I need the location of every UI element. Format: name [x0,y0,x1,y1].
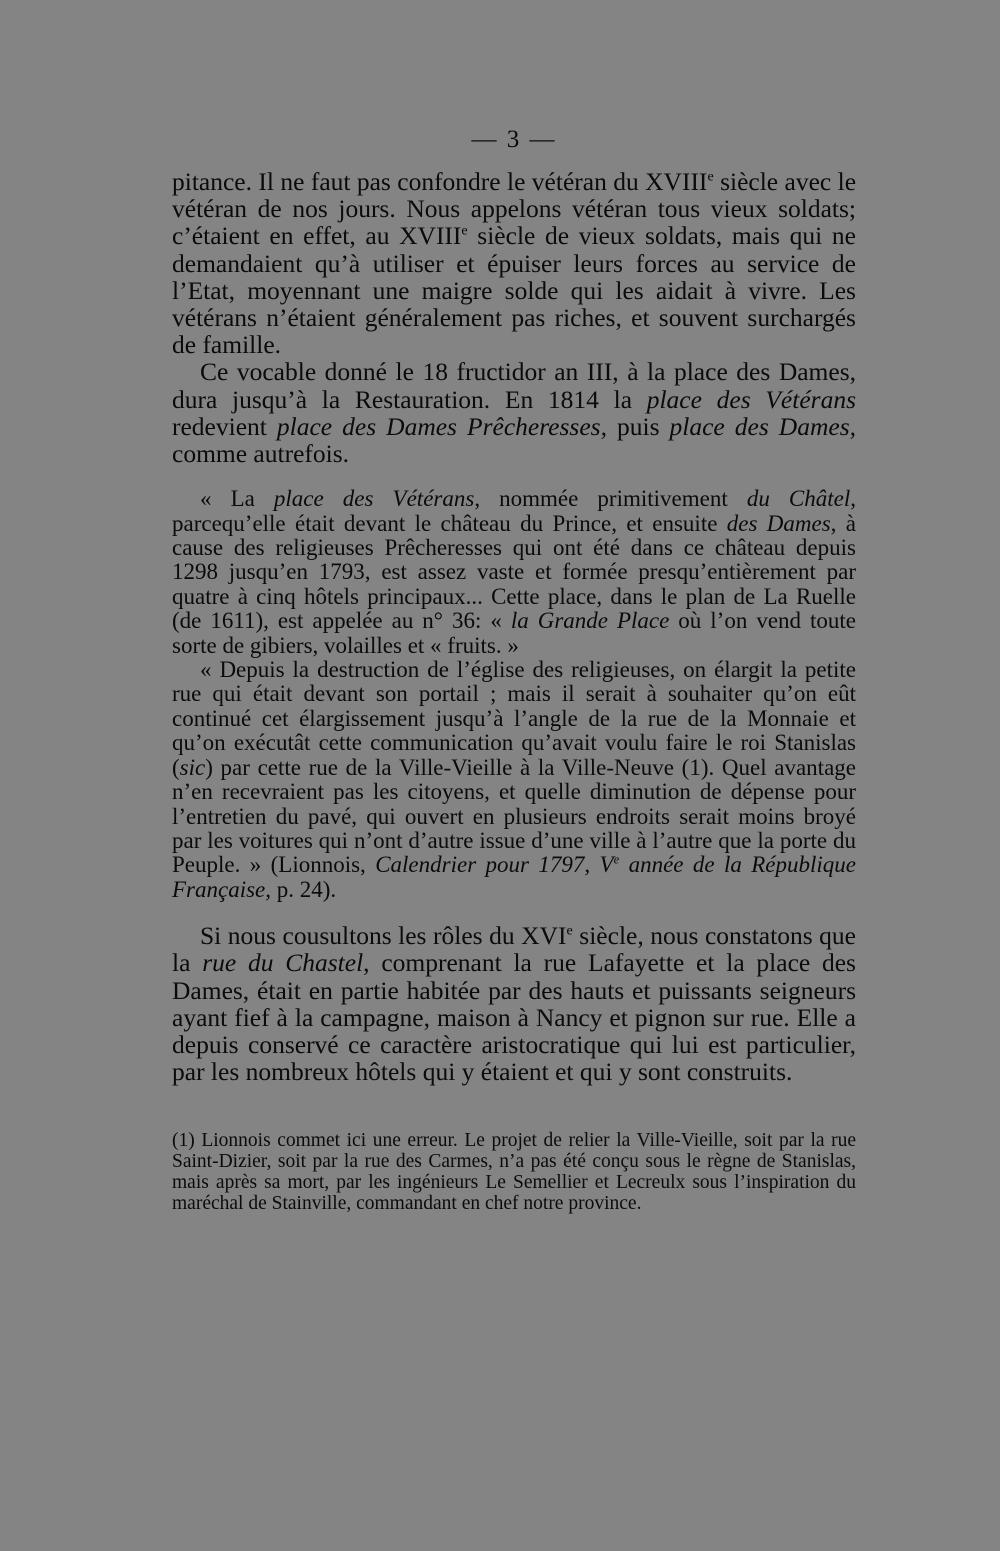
text-run: , parcequ’elle était devant le château du Prince, et ensuite [172,486,856,536]
italic-text: rue du Chastel [202,948,364,978]
text-run: pitance. Il ne faut pas confondre le vétéran du XVIII [172,167,708,196]
text-run: puis [606,411,670,441]
text-run: siècle, nous constatons que la [172,921,856,978]
superscript: e [707,169,714,185]
italic-text: Calendrier pour 1797, V [375,852,614,878]
italic-text: sic [179,754,206,780]
italic-text: place des Dames Prêcheresses, [276,411,607,441]
paragraph [172,358,856,467]
text-run: ) par cette rue de la Ville-Vieille à la Ville-Neuve (1). Quel avantage n’en recevraient pas les citoyens, et quelle diminution de dépense pour l’entretien du pavé, qui ouvert en plusieurs endroits serait moins broyé par les voitures qui n’ont d’autre issue d’une ville à l’autre que la porte du Peuple. » (Lionnois, [172,754,856,878]
text-run: , nommée primitivement [474,486,747,512]
italic-text: place des Dames, [669,411,856,441]
paragraph [172,922,856,1085]
page [172,126,856,1215]
text-run: Ce vocable donné le 18 fructidor an III, à la place des Dames, dura jusqu’à la Restauration. En 1814 la [172,357,856,414]
text-run: comme autrefois. [172,439,350,469]
text-run: siècle de vieux soldats, mais qui ne demandaient qu’à utiliser et épuiser leurs forces au service de l’Etat, moyennant une maigre solde qui les aidait à vivre. Les vétérans n’étaient généralement pas riches, et souvent surchargés de famille. [172,221,856,360]
text-run: siècle avec le vétéran de nos jours. Nous appelons vétéran tous vieux soldats; c’étaient en effet, au XVIII [172,167,857,251]
text-run: redevient [172,411,277,441]
text-run: (1) Lionnois commet ici une erreur. Le projet de relier la Ville-Vieille, soit par la rue Saint-Dizier, soit par la rue des Carmes, n’a pas été conçu sous le règne de Stanislas, mais après sa mort, par les ingénieurs Le Semellier et Lecreulx sous l’inspiration du maréchal de Stainville, commandant en chef notre province. [172,1130,856,1214]
italic-text: place des Vétérans [646,384,856,414]
paragraph [172,168,856,358]
superscript: e [461,223,468,239]
quotation-paragraph [172,658,856,902]
italic-text: la Grande Place [510,608,670,634]
italic-text: du Châtel [746,486,851,512]
page-number: — 3 — [471,126,557,153]
text-run: « La [200,486,274,512]
text-run: , à cause des religieuses Prêcheresses qui ont été dans ce château depuis 1298 jusqu’en 1793, est assez vaste et formée presqu’entièrement par quatre à cinq hôtels principaux... Cette place, dans le plan de La Ruelle (de 1611), est appelée au n° 36: « [172,510,856,634]
italic-text: année de la République Française, [172,852,856,902]
italic-text: des Dames [726,510,831,536]
text-run: p. 24). [271,876,337,902]
text-run: Si nous cousultons les rôles du XVI [200,921,567,951]
superscript: e [566,923,573,939]
text-run: où l’on vend toute sorte de gibiers, volailles et « fruits. » [172,608,856,658]
italic-text: place des Vétérans [273,486,475,512]
text-run: « Depuis la destruction de l’église des religieuses, on élargit la petite rue qui était devant son portail ; mais il serait à souhaiter qu’on eût continué cet élargissement jusqu’à l’angle de la rue de la Monnaie et qu’on exécutât cette communication qu’avait voulu faire le roi Stanislas ( [172,657,856,780]
footnote [172,1131,856,1214]
quotation-paragraph [172,487,856,658]
superscript: e [613,852,620,867]
text-run: , comprenant la rue Lafayette et la place des Dames, était en partie habitée par des hauts et puissants seigneurs ayant fief à la campagne, maison à Nancy et pignon sur rue. Elle a depuis conservé ce caractère aristocratique qui lui est particulier, par les nombreux hôtels qui y étaient et qui y sont construits. [172,948,856,1087]
body-text [172,168,856,1085]
